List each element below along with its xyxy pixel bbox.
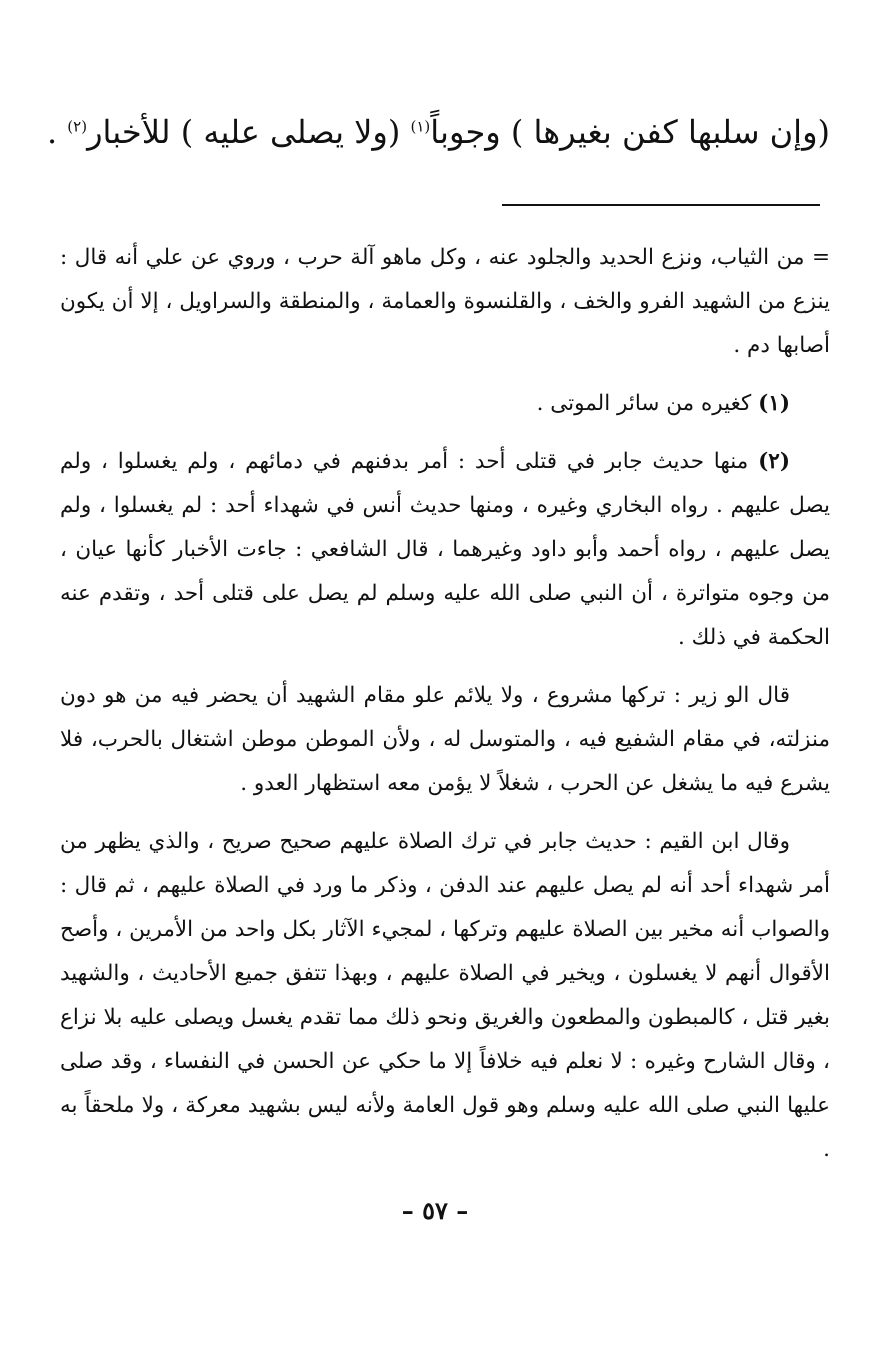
main-text-line	[46, 100, 830, 164]
footnote-2-text: منها حديث جابر في قتلى أحد : أمر بدفنهم في دمائهم ، ولم يغسلوا ، ولم يصل عليهم . رواه البخاري وغيره ، ومنها حديث أنس في شهداء أحد : لم يغسلوا ، ولم يصل عليهم ، رواه أحمد وأبو داود وغيرهما ، قال الشافعي : جاءت الأخبار كأنها عيان ، من وجوه متواترة ، أن النبي صلى الله عليه وسلم لم يصل على قتلى أحد ، وتقدم عنه الحكمة في ذلك .	[60, 449, 830, 650]
footnote-ref-2: (٢)	[67, 117, 88, 136]
footnote-ref-1: (١)	[410, 117, 431, 136]
main-text-part-3: .	[46, 113, 68, 151]
footnote-2	[60, 440, 830, 660]
main-text-part-2: (ولا يصلى عليه ) للأخبار	[87, 113, 411, 151]
wazir-paragraph: قال الو زير : تركها مشروع ، ولا يلائم علو مقام الشهيد أن يحضر فيه من هو دون منزلته، في مقام الشفيع فيه ، والمتوسل له ، ولأن الموطن موطن اشتغال بالحرب، فلا يشرع فيه ما يشغل عن الحرب ، شغلاً لا يؤمن معه استظهار العدو .	[60, 683, 830, 796]
main-text-part-1: (وإن سلبها كفن بغيرها ) وجوباً	[430, 113, 830, 151]
footnote-1-text: كغيره من سائر الموتى .	[536, 391, 759, 416]
ibn-qayyim-paragraph: وقال ابن القيم : حديث جابر في ترك الصلاة عليهم صحيح صريح ، والذي يظهر من أمر شهداء أحد أنه لم يصل عليهم عند الدفن ، وذكر ما ورد في الصلاة عليهم ، ثم قال : والصواب أنه مخير بين الصلاة عليهم وتركها ، لمجيء الآثار بكل واحد من الأمرين ، وأصح الأقوال أنهم لا يغسلون ، ويخير في الصلاة عليهم ، وبهذا تتفق جميع الأحاديث ، والشهيد بغير قتل ، كالمبطون والمطعون والغريق ونحو ذلك مما تقدم يغسل ويصلى عليه بلا نزاع ، وقال الشارح وغيره : لا نعلم فيه خلافاً إلا ما حكي عن الحسن في النفساء ، وقد صلى عليها النبي صلى الله عليه وسلم وهو قول العامة ولأنه ليس بشهيد معركة ، ولا ملحقاً به .	[60, 829, 831, 1162]
footnote-2-number: (٢)	[758, 449, 790, 474]
footnote-continuation: = من الثياب، ونزع الحديد والجلود عنه ، وكل ماهو آلة حرب ، وروي عن علي أنه قال : ينزع من الشهيد الفرو والخف ، والقلنسوة والعمامة ، والمنطقة والسراويل ، إلا أن يكون أصابها دم .	[60, 245, 830, 358]
footnote-1-number: (١)	[758, 391, 790, 416]
footnotes-section	[60, 236, 830, 1172]
footnote-1	[60, 382, 830, 426]
page-number: – ٥٧ –	[401, 1196, 469, 1225]
footnote-divider	[502, 204, 820, 206]
